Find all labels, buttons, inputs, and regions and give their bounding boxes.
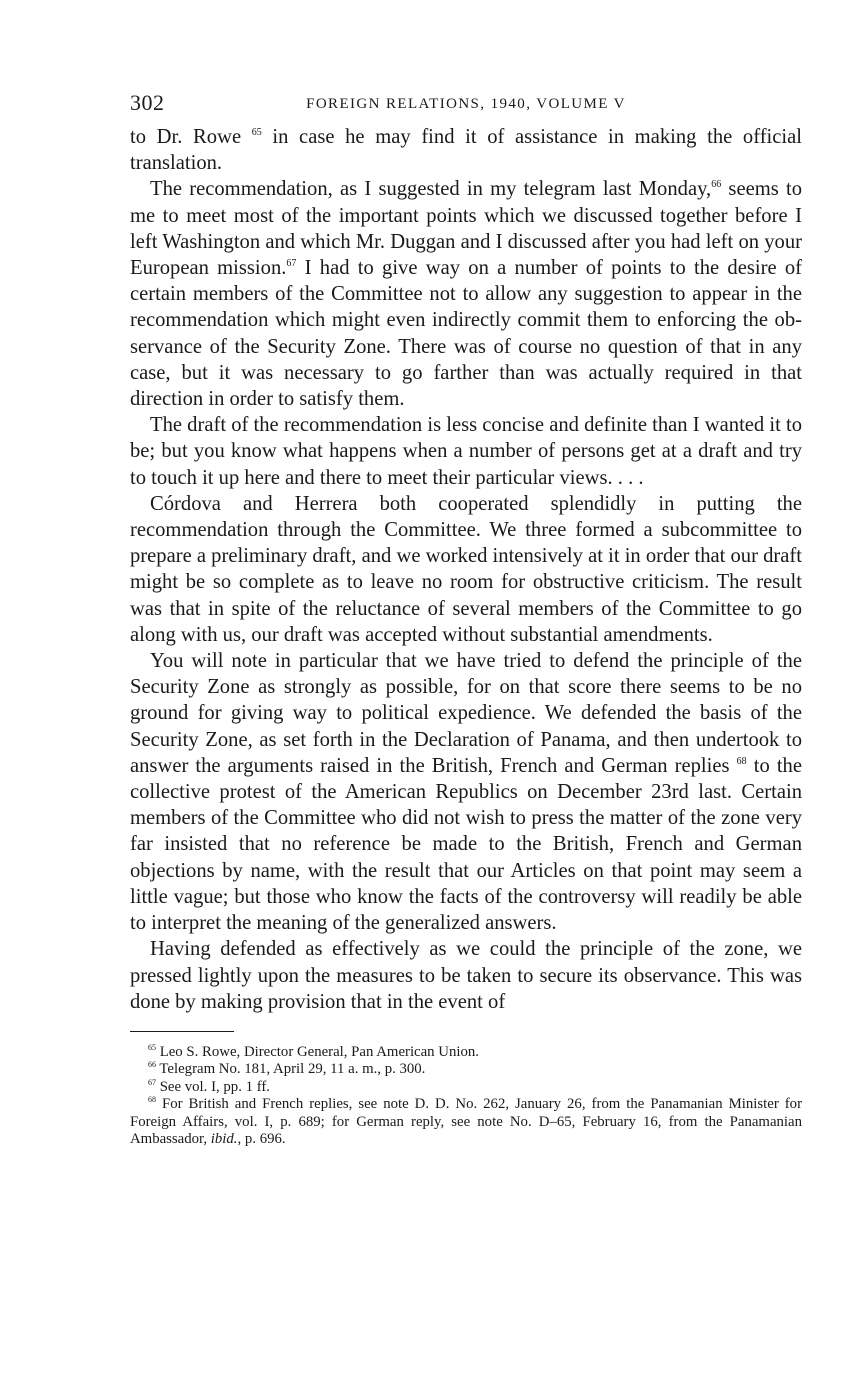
footnote-67 <box>130 1079 802 1096</box>
footnote-ref-68: 68 <box>736 756 747 768</box>
page-number: 302 <box>130 90 165 115</box>
footnote-text: Telegram No. 181, April 29, 11 a. m., p. 300. <box>156 1061 426 1078</box>
running-title: FOREIGN RELATIONS, 1940, VOLUME V <box>306 96 626 112</box>
footnote-65 <box>130 1044 802 1061</box>
footnotes <box>130 1044 802 1148</box>
paragraph-3 <box>130 412 802 491</box>
text-span: seems to me to meet most of the important points which we discussed together before I left Washington and which Mr. Duggan and I discussed after you had left on your European mission. <box>130 178 802 280</box>
footnote-text: For British and French replies, see note D. D. No. 262, January 26, from the Panamanian Minister for Foreign Affairs, vol. I, p. 689; for German reply, see note No. D–65, February 16, from the Panamanian Ambassador, <box>130 1096 802 1147</box>
text-span: in case he may find it of assistance in making the official translation. <box>130 126 802 175</box>
footnote-ref-67: 67 <box>286 258 297 270</box>
text-span: Having defended as effectively as we could the principle of the zone, we pressed lightly upon the measures to be taken to secure its observance. This was done by making provision that in the event of <box>130 938 802 1013</box>
document-page <box>130 88 802 1148</box>
footnote-marker: 66 <box>148 1060 156 1070</box>
paragraph-1 <box>130 124 802 176</box>
footnote-ibid: ibid. <box>210 1130 238 1147</box>
body-text <box>130 124 802 1015</box>
footnote-ref-66: 66 <box>711 179 722 191</box>
text-span: to the collective protest of the American Republics on December 23rd last. Certain members of the Committee who did not wish to press the matter of the zone very far insisted that no reference be made to the British, French and German objections by name, with the result that our Articles on that point may seem a little vague; but those who know the facts of the controversy will readily be able to interpret the meaning of the generalized answers. <box>130 754 802 935</box>
text-span: The draft of the recommendation is less concise and definite than I wanted it to be; but you know what happens when a number of persons get at a draft and try to touch it up here and there to meet their particular views. . . . <box>130 414 802 489</box>
paragraph-5 <box>130 648 802 936</box>
footnote-divider <box>130 1031 234 1032</box>
footnote-66 <box>130 1061 802 1078</box>
paragraph-4 <box>130 491 802 648</box>
text-span: I had to give way on a number of points to the desire of certain members of the Committee not to allow any suggestion to appear in the recommendation which might even indirectly commit them to enforcing the observance of the Security Zone. There was of course no question of that in any case, but it was necessary to go farther than was actually required in that direction in order to satisfy them. <box>130 257 802 411</box>
text-span: to Dr. Rowe <box>130 126 252 148</box>
footnote-text: Leo S. Rowe, Director General, Pan American Union. <box>156 1043 479 1060</box>
footnote-marker: 67 <box>148 1077 156 1087</box>
footnote-text: See vol. I, pp. 1 ff. <box>156 1078 270 1095</box>
running-header <box>130 88 802 124</box>
text-span: The recommendation, as I suggested in my telegram last Monday, <box>150 178 712 201</box>
paragraph-6 <box>130 936 802 1015</box>
text-span: You will note in particular that we have tried to defend the principle of the Security Zone as strongly as possible, for on that score there seems to be no ground for giving way to political expedience. We defended the basis of the Security Zone, as set forth in the Declaration of Panama, and then undertook to answer the arguments raised in the British, French and German replies <box>130 650 802 777</box>
text-span: Córdova and Herrera both cooperated splendidly in putting the recommendation through the Committee. We three formed a subcommittee to prepare a preliminary draft, and we worked intensively at it in order that our draft might be so complete as to leave no room for obstructive criticism. The result was that in spite of the reluctance of several members of the Committee to go along with us, our draft was accepted without substantial amendments. <box>130 492 802 646</box>
footnote-marker: 65 <box>148 1042 156 1052</box>
footnote-marker: 68 <box>148 1095 156 1105</box>
paragraph-2 <box>130 176 802 412</box>
footnote-text: , p. 696. <box>237 1130 286 1147</box>
footnote-ref-65: 65 <box>251 127 262 139</box>
footnote-68 <box>130 1096 802 1148</box>
